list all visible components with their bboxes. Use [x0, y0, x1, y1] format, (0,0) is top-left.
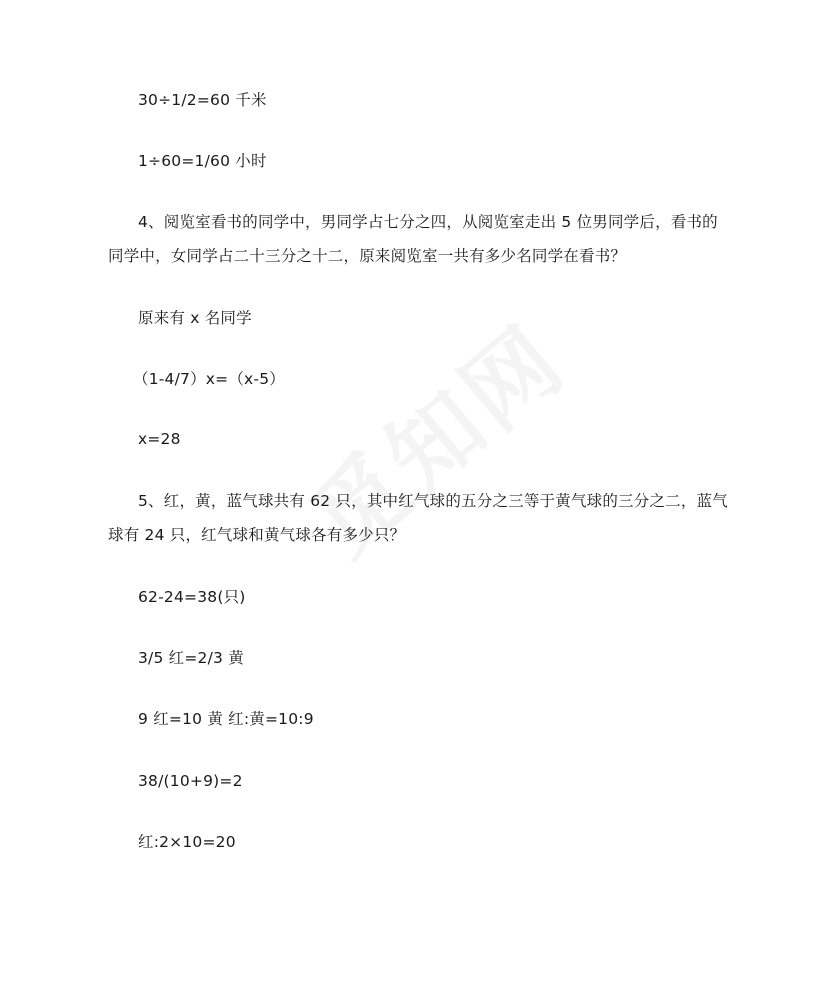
solution-5-step-5: 红:2×10=20	[138, 833, 236, 851]
solution-4-equation: （1-4/7）x=（x-5）	[133, 370, 285, 388]
solution-5-step-1: 62-24=38(只)	[138, 588, 246, 606]
solution-4-answer: x=28	[138, 430, 181, 448]
question-4-line-2: 同学中，女同学占二十三分之十二，原来阅览室一共有多少名同学在看书？	[108, 247, 627, 265]
answer-line-distance: 30÷1/2=60 千米	[138, 91, 267, 109]
question-4-line-1: 4、阅览室看书的同学中，男同学占七分之四，从阅览室走出 5 位男同学后，看书的	[138, 213, 718, 231]
question-5-line-1: 5、红，黄，蓝气球共有 62 只，其中红气球的五分之三等于黄气球的三分之二，蓝气	[138, 492, 728, 510]
solution-5-step-2: 3/5 红=2/3 黄	[138, 649, 244, 667]
solution-5-step-4: 38/(10+9)=2	[138, 772, 243, 790]
answer-line-time: 1÷60=1/60 小时	[138, 152, 267, 170]
solution-4-setup: 原来有 x 名同学	[138, 309, 252, 327]
question-5-line-2: 球有 24 只，红气球和黄气球各有多少只？	[108, 526, 406, 544]
solution-5-step-3: 9 红=10 黄 红:黄=10:9	[138, 710, 314, 728]
